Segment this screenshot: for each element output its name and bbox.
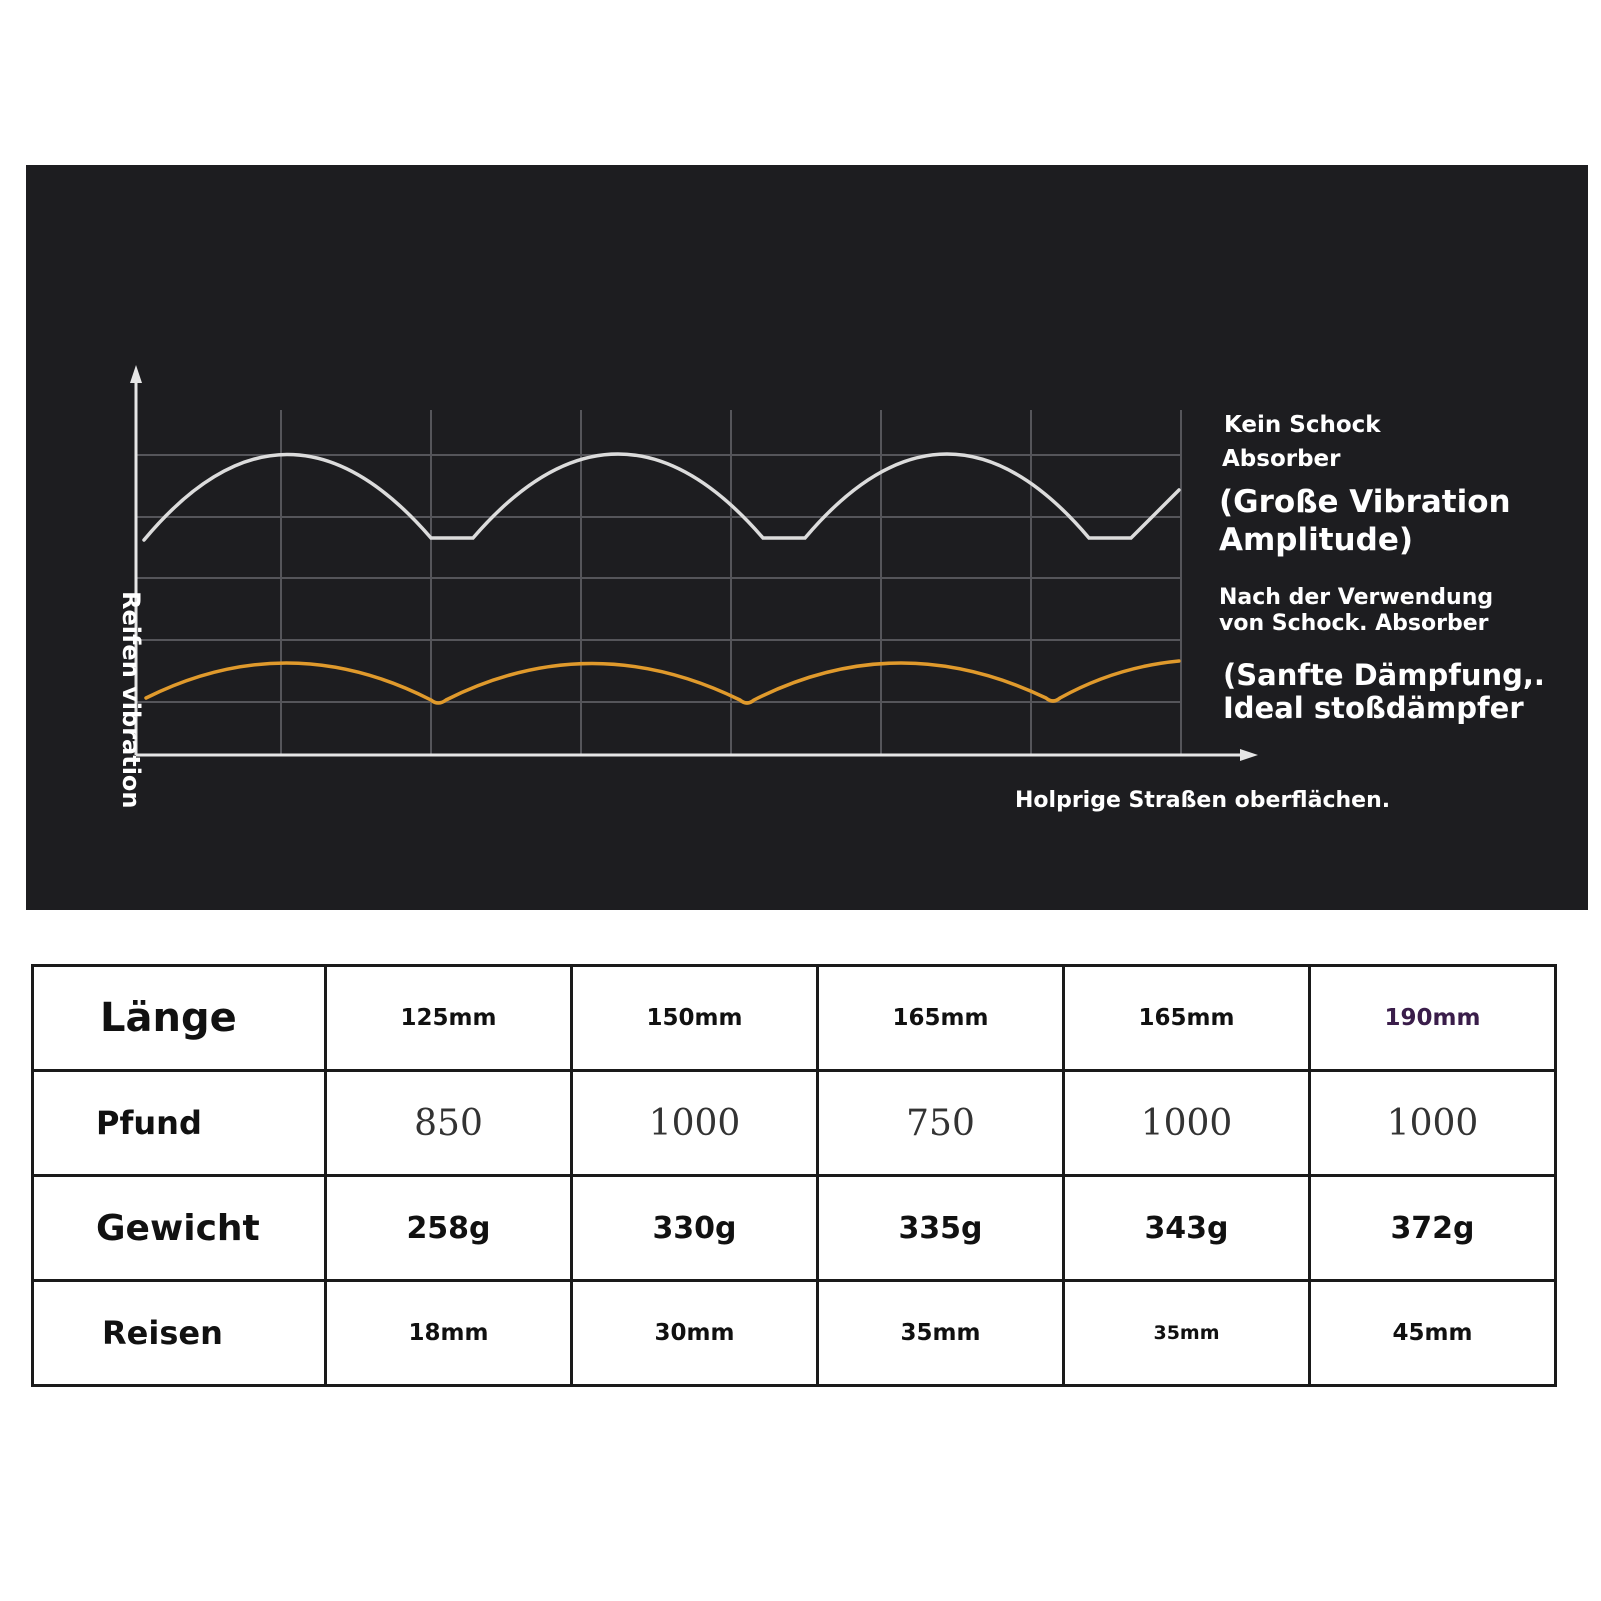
table-row-gewicht	[33, 1176, 1556, 1281]
table-cell: 35mm	[818, 1281, 1064, 1386]
table-cell: 125mm	[326, 966, 572, 1071]
no-absorber-title-line1: Kein Schock	[1224, 412, 1381, 438]
spec-table	[31, 964, 1557, 1387]
row-label-gewicht: Gewicht	[33, 1176, 326, 1281]
no-absorber-title-line2: Absorber	[1222, 446, 1341, 472]
row-label-reisen: Reisen	[33, 1281, 326, 1386]
with-absorber-title-line1: Nach der Verwendung	[1219, 585, 1494, 610]
vibration-chart-panel	[26, 165, 1588, 910]
table-cell: 165mm	[1064, 966, 1310, 1071]
table-cell: 18mm	[326, 1281, 572, 1386]
table-cell: 1000	[1310, 1071, 1556, 1176]
table-cell: 750	[818, 1071, 1064, 1176]
no-absorber-detail-line1: (Große Vibration	[1219, 484, 1511, 520]
table-row-reisen	[33, 1281, 1556, 1386]
table-cell: 45mm	[1310, 1281, 1556, 1386]
x-axis-arrow-icon	[1240, 749, 1258, 761]
table-row-laenge	[33, 966, 1556, 1071]
table-cell: 850	[326, 1071, 572, 1176]
curve-no-absorber	[144, 454, 1179, 540]
y-axis-arrow-icon	[130, 365, 142, 383]
table-row-pfund	[33, 1071, 1556, 1176]
y-axis-label-text: Reifen vibration	[117, 591, 145, 809]
table-cell: 35mm	[1064, 1281, 1310, 1386]
table-cell: 1000	[1064, 1071, 1310, 1176]
table-cell: 190mm	[1310, 966, 1556, 1071]
with-absorber-detail-line1: (Sanfte Dämpfung,.	[1223, 658, 1545, 692]
x-axis-label: Holprige Straßen oberflächen.	[1015, 788, 1391, 813]
with-absorber-title-line2: von Schock. Absorber	[1219, 611, 1489, 636]
table-cell: 343g	[1064, 1176, 1310, 1281]
curve-with-absorber	[146, 661, 1179, 703]
no-absorber-detail-line2: Amplitude)	[1219, 522, 1414, 558]
table-cell: 30mm	[572, 1281, 818, 1386]
with-absorber-detail-line2: Ideal stoßdämpfer	[1223, 691, 1524, 725]
table-cell: 1000	[572, 1071, 818, 1176]
table-cell: 258g	[326, 1176, 572, 1281]
table-cell: 372g	[1310, 1176, 1556, 1281]
table-cell: 165mm	[818, 966, 1064, 1071]
row-label-laenge: Länge	[33, 966, 326, 1071]
table-cell: 150mm	[572, 966, 818, 1071]
row-label-pfund: Pfund	[33, 1071, 326, 1176]
table-cell: 330g	[572, 1176, 818, 1281]
table-cell: 335g	[818, 1176, 1064, 1281]
